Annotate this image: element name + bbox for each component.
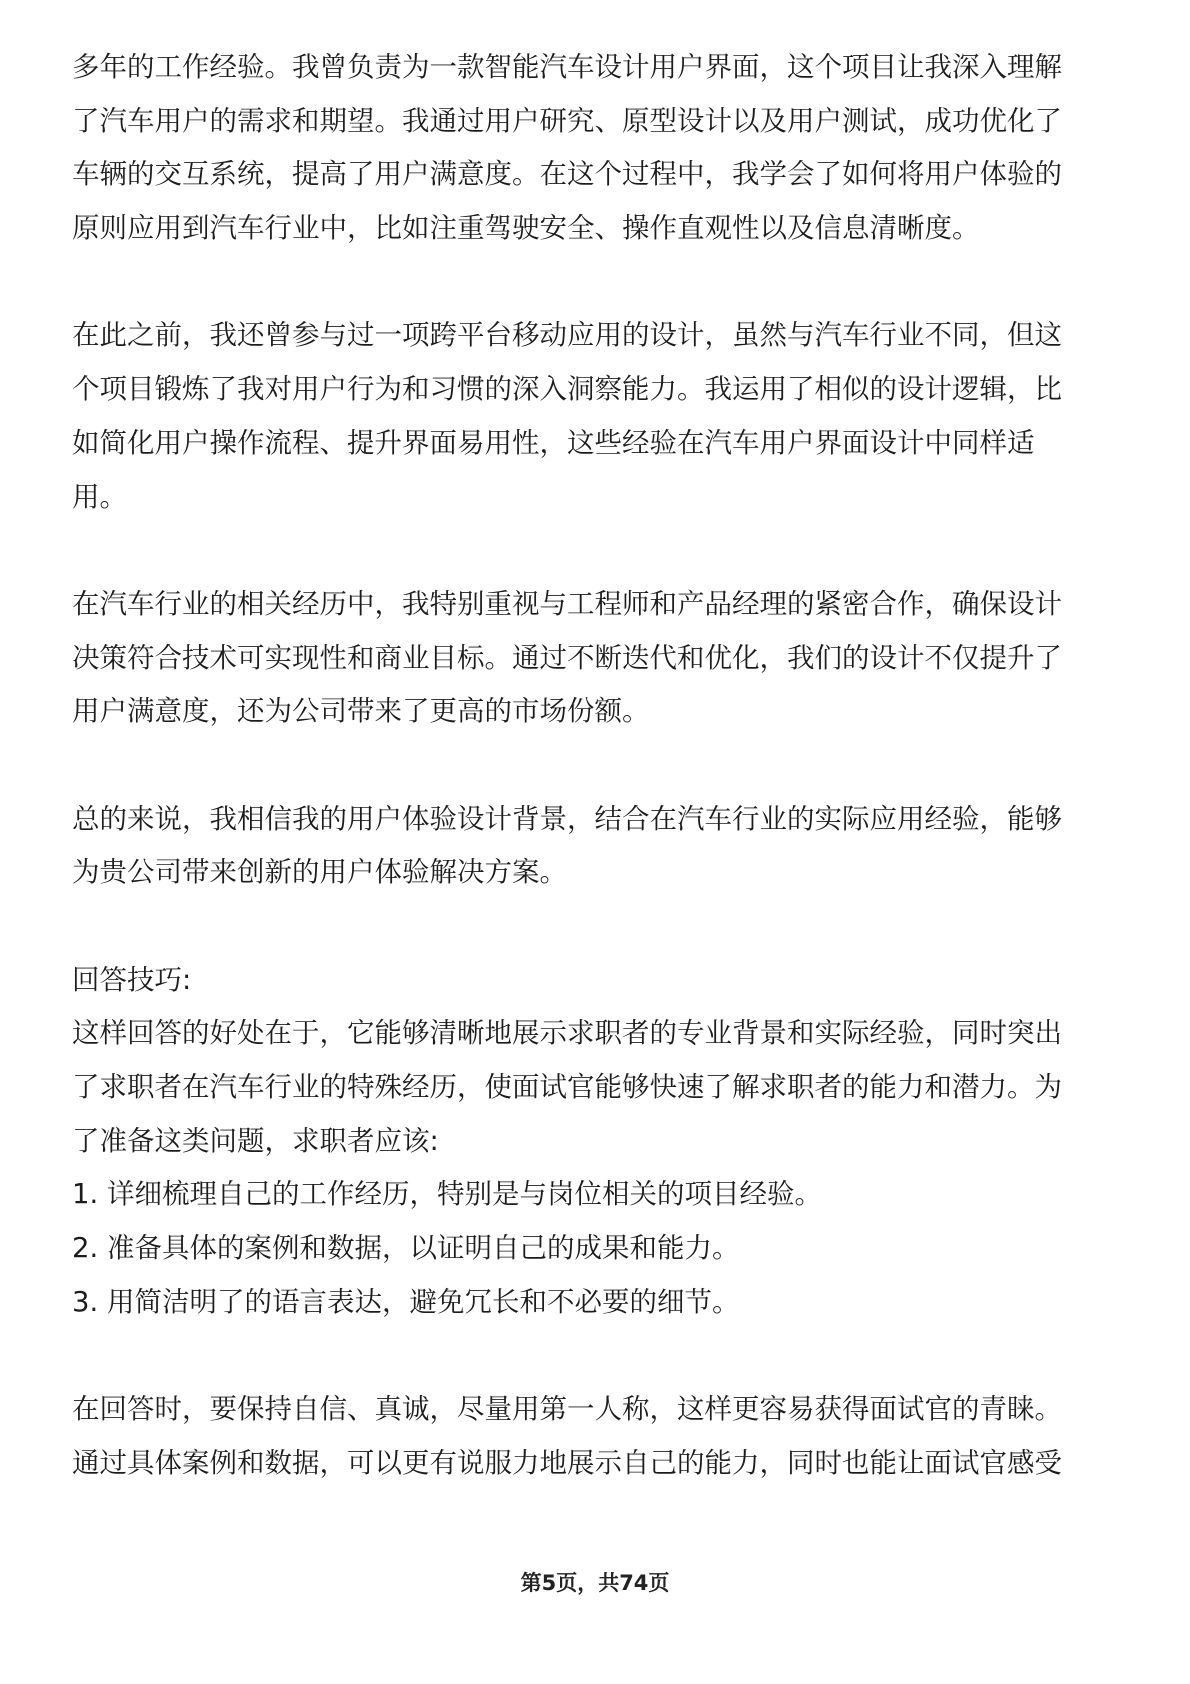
- list-item: 3. 用简洁明了的语言表达，避免冗长和不必要的细节。: [72, 1285, 740, 1318]
- paragraph-gap: [72, 524, 1142, 578]
- document-body: [72, 41, 1142, 1491]
- text-line: 了汽车用户的需求和期望。我通过用户研究、原型设计以及用户测试，成功优化了: [72, 104, 1062, 137]
- tips-section: [72, 954, 1142, 1330]
- text-line: 多年的工作经验。我曾负责为一款智能汽车设计用户界面，这个项目让我深入理解: [72, 51, 1062, 83]
- list-item: 1. 详细梳理自己的工作经历，特别是与岗位相关的项目经验。: [72, 1178, 822, 1211]
- paragraph-gap: [72, 256, 1142, 310]
- text-line: 通过具体案例和数据，可以更有说服力地展示自己的能力，同时也能让面试官感受: [72, 1446, 1062, 1479]
- paragraph: [72, 793, 1142, 900]
- text-line: 了求职者在汽车行业的特殊经历，使面试官能够快速了解求职者的能力和潜力。为: [72, 1071, 1062, 1104]
- paragraph-gap: [72, 739, 1142, 793]
- text-line: 在回答时，要保持自信、真诚，尽量用第一人称，这样更容易获得面试官的青睐。: [72, 1393, 1062, 1426]
- paragraph: [72, 578, 1142, 739]
- paragraph-gap: [72, 1330, 1142, 1384]
- tips-list: [72, 1168, 1142, 1329]
- text-line: 用户满意度，还为公司带来了更高的市场份额。: [72, 695, 650, 728]
- text-line: 原则应用到汽车行业中，比如注重驾驶安全、操作直观性以及信息清晰度。: [72, 212, 980, 245]
- paragraph: [72, 309, 1142, 524]
- paragraph: [72, 41, 1142, 256]
- list-item: 2. 准备具体的案例和数据，以证明自己的成果和能力。: [72, 1232, 740, 1265]
- text-line: 在汽车行业的相关经历中，我特别重视与工程师和产品经理的紧密合作，确保设计: [72, 587, 1062, 620]
- text-line: 了准备这类问题，求职者应该:: [72, 1124, 439, 1157]
- text-line: 如简化用户操作流程、提升界面易用性，这些经验在汽车用户界面设计中同样适: [72, 426, 1035, 459]
- page-number: 第5页，共74页: [520, 1571, 670, 1595]
- text-line: 在此之前，我还曾参与过一项跨平台移动应用的设计，虽然与汽车行业不同，但这: [72, 319, 1062, 352]
- text-line: 用。: [72, 480, 127, 513]
- paragraph: [72, 1383, 1142, 1490]
- text-line: 车辆的交互系统，提高了用户满意度。在这个过程中，我学会了如何将用户体验的: [72, 158, 1062, 191]
- text-line: 个项目锻炼了我对用户行为和习惯的深入洞察能力。我运用了相似的设计逻辑，比: [72, 373, 1062, 406]
- text-line: 决策符合技术可实现性和商业目标。通过不断迭代和优化，我们的设计不仅提升了: [72, 641, 1062, 674]
- text-line: 总的来说，我相信我的用户体验设计背景，结合在汽车行业的实际应用经验，能够: [72, 802, 1062, 835]
- text-line: 这样回答的好处在于，它能够清晰地展示求职者的专业背景和实际经验，同时突出: [72, 1017, 1062, 1050]
- tips-heading: 回答技巧:: [72, 963, 192, 996]
- paragraph-gap: [72, 900, 1142, 954]
- text-line: 为贵公司带来创新的用户体验解决方案。: [72, 856, 567, 889]
